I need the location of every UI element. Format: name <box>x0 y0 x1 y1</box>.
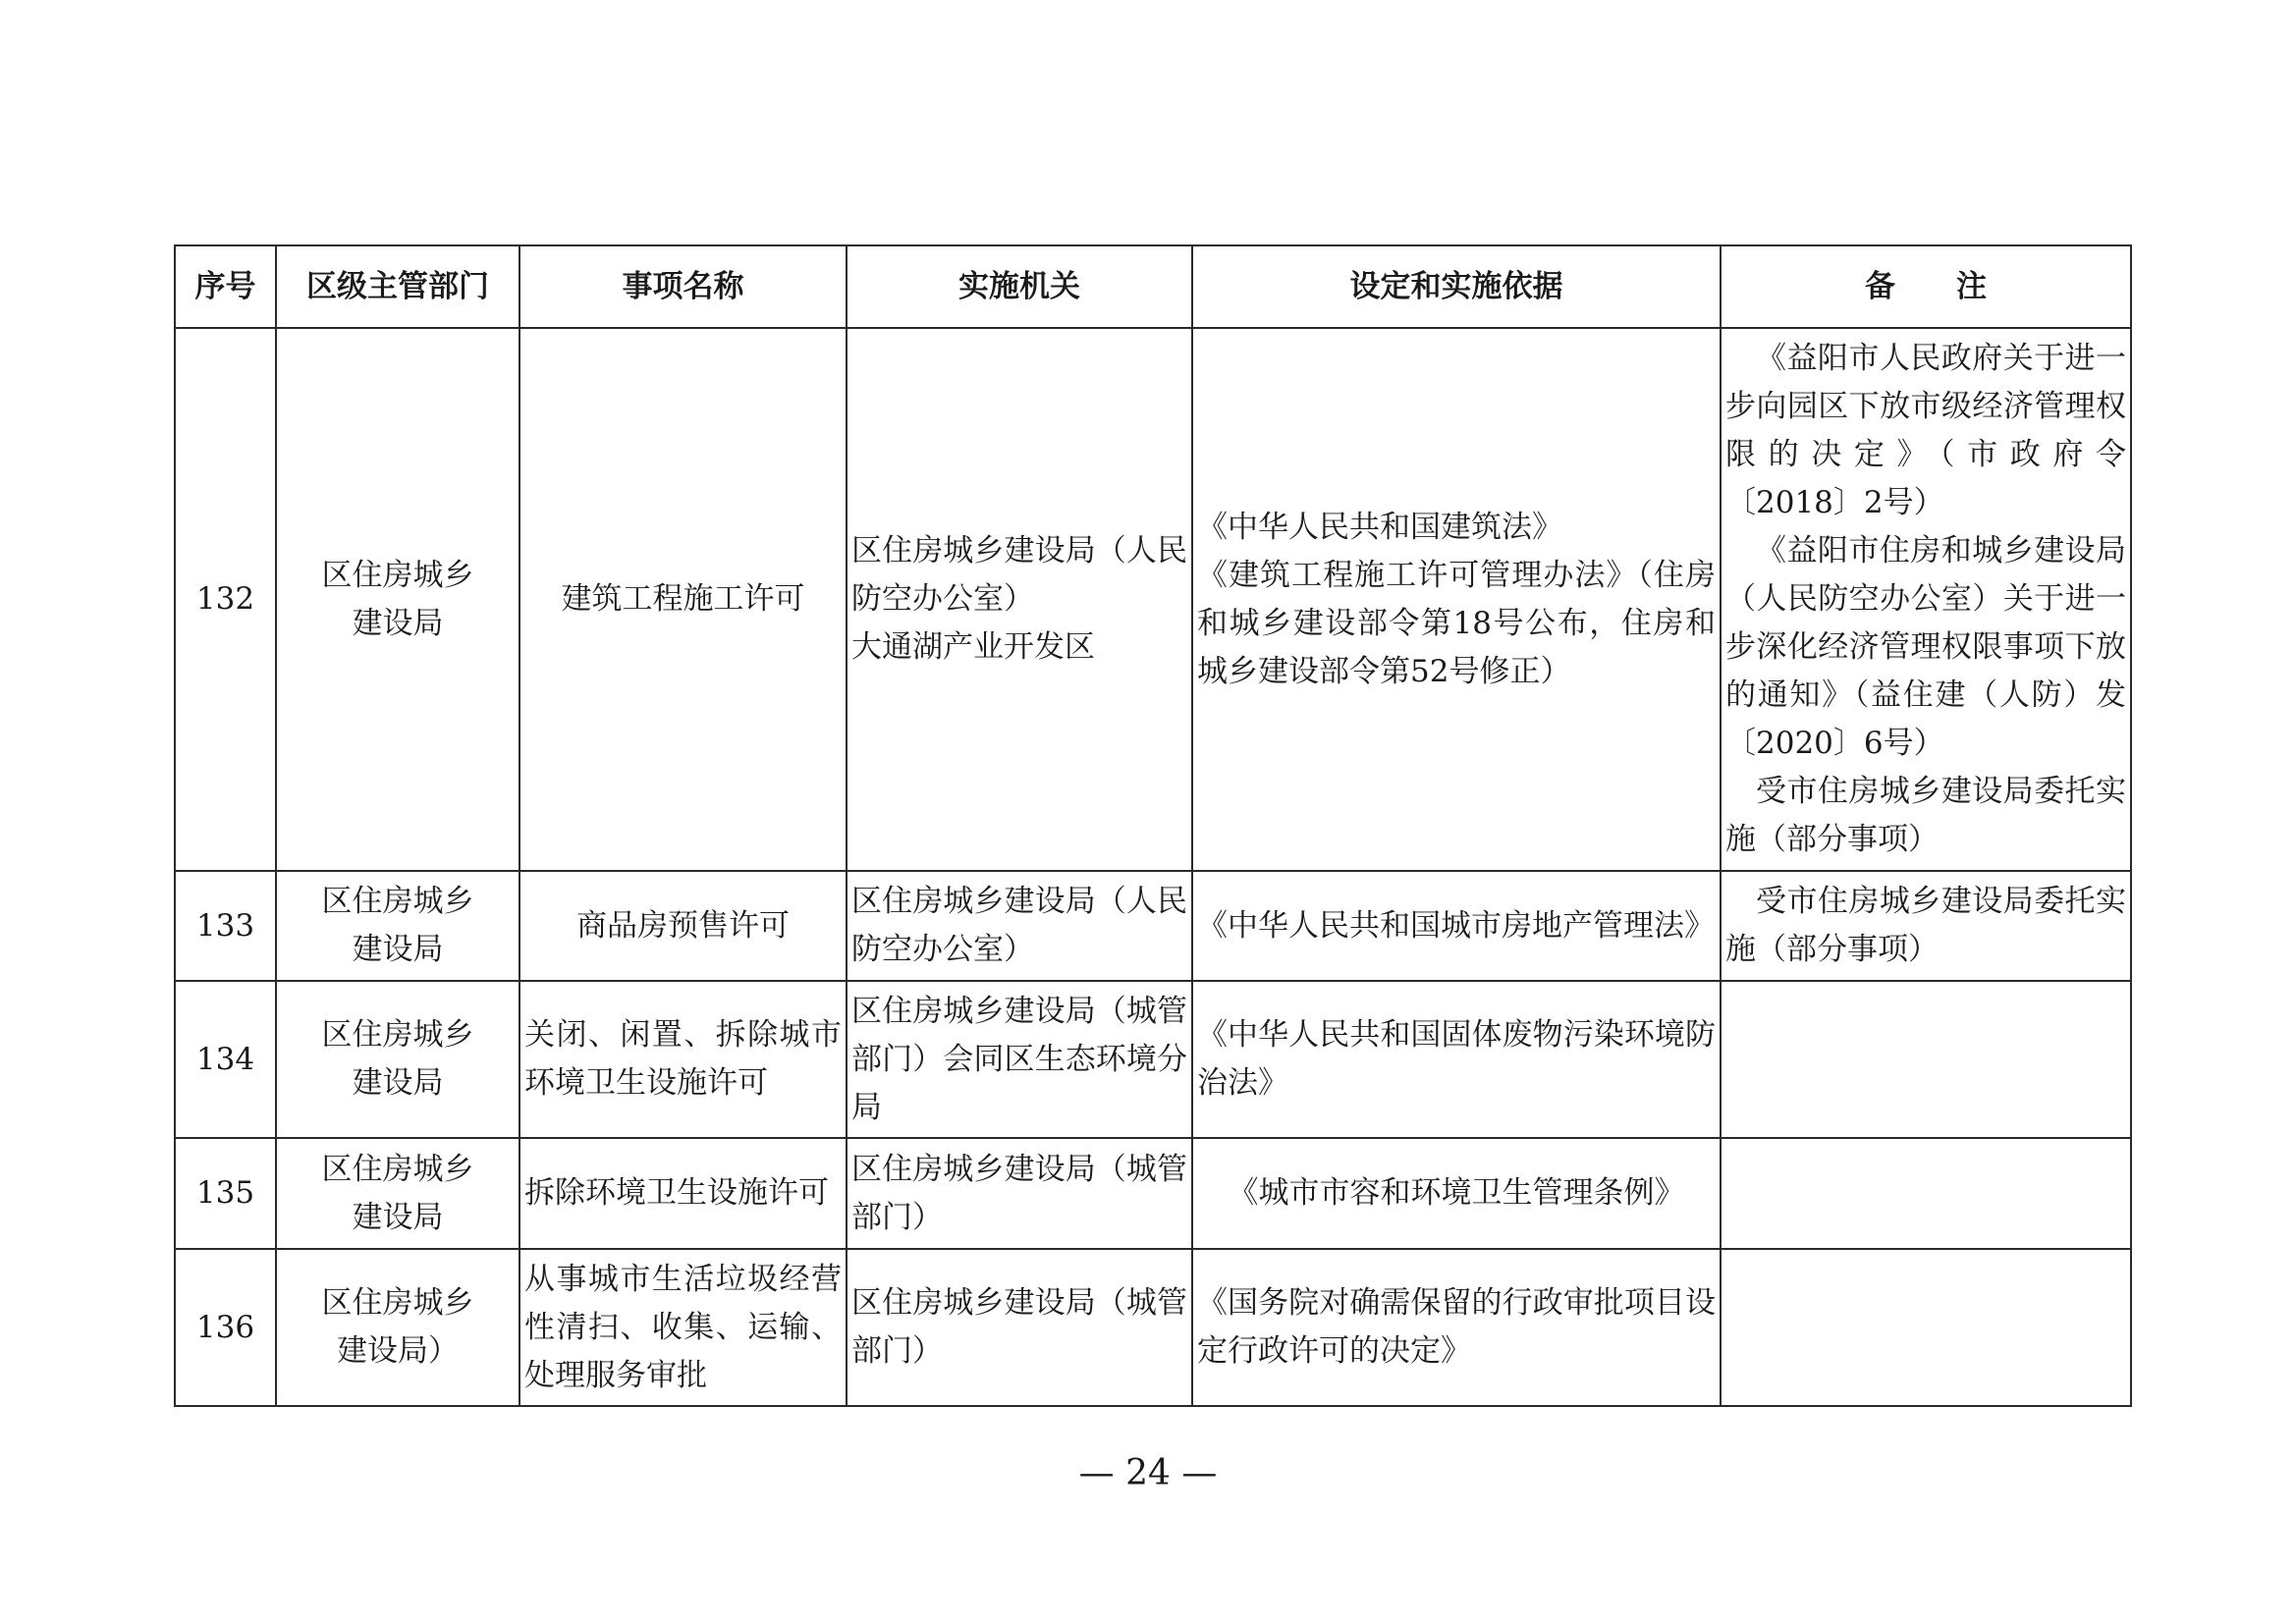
row-basis <box>1192 328 1721 871</box>
remark-paragraph: 受市住房城乡建设局委托实施（部分事项） <box>1725 774 2126 857</box>
row-basis <box>1192 981 1721 1138</box>
row-item <box>519 328 847 871</box>
row-basis-text: 《城市市容和环境卫生管理条例》 <box>1228 1175 1685 1211</box>
row-basis <box>1192 1138 1721 1249</box>
row-dept-text: 区住房城乡 建设局 <box>321 557 474 641</box>
row-dept <box>276 1249 519 1406</box>
row-agency-text: 区住房城乡建设局（人民防空办公室） <box>851 884 1187 967</box>
row-remark-empty <box>1721 981 2131 1138</box>
row-dept-text: 区住房城乡 建设局 <box>321 884 474 967</box>
row-dept <box>276 981 519 1138</box>
row-item <box>519 981 847 1138</box>
remark-paragraph: 受市住房城乡建设局委托实施（部分事项） <box>1725 884 2126 967</box>
header-basis: 设定和实施依据 <box>1192 245 1721 328</box>
row-agency-text: 区住房城乡建设局（城管部门） <box>851 1151 1187 1235</box>
row-agency <box>847 328 1192 871</box>
table-row <box>175 1249 2131 1406</box>
row-item-text: 从事城市生活垃圾经营性清扫、收集、运输、处理服务审批 <box>524 1261 842 1393</box>
row-seq: 132 <box>175 328 276 871</box>
row-item-text: 商品房预售许可 <box>576 907 790 944</box>
page-number: — 24 — <box>1078 1453 1218 1493</box>
header-seq: 序号 <box>175 245 276 328</box>
row-seq: 135 <box>175 1138 276 1249</box>
row-dept-text: 区住房城乡 建设局） <box>321 1285 474 1369</box>
row-agency <box>847 981 1192 1138</box>
row-remark-empty <box>1721 1249 2131 1406</box>
row-agency-text: 区住房城乡建设局（城管部门） <box>851 1285 1187 1369</box>
row-seq: 133 <box>175 871 276 981</box>
row-dept-text: 区住房城乡 建设局 <box>321 1151 474 1235</box>
row-remark <box>1721 328 2131 871</box>
header-remark: 备 注 <box>1721 245 2131 328</box>
remark-paragraph: 《益阳市住房和城乡建设局（人民防空办公室）关于进一步深化经济管理权限事项下放的通知》（益住建（人防）发〔2020〕6号） <box>1725 533 2126 761</box>
table-row <box>175 871 2131 981</box>
row-basis-text: 《中华人民共和国建筑法》 《建筑工程施工许可管理办法》（住房和城乡建设部令第18号公布，住房和城乡建设部令第52号修正） <box>1197 509 1716 689</box>
row-basis-text: 《国务院对确需保留的行政审批项目设定行政许可的决定》 <box>1197 1285 1716 1369</box>
row-seq: 134 <box>175 981 276 1138</box>
table-row <box>175 981 2131 1138</box>
row-item <box>519 1138 847 1249</box>
approval-items-table <box>174 244 2132 1407</box>
row-remark-empty <box>1721 1138 2131 1249</box>
row-item <box>519 1249 847 1406</box>
row-basis <box>1192 1249 1721 1406</box>
remark-paragraph: 《益阳市人民政府关于进一步向园区下放市级经济管理权限的决定》（市政府令〔2018〕2号） <box>1725 341 2126 520</box>
header-agency: 实施机关 <box>847 245 1192 328</box>
row-dept-text: 区住房城乡 建设局 <box>321 1017 474 1101</box>
row-dept <box>276 328 519 871</box>
row-agency <box>847 871 1192 981</box>
table-row <box>175 1138 2131 1249</box>
row-item-text: 拆除环境卫生设施许可 <box>524 1175 829 1211</box>
row-item-text: 关闭、闲置、拆除城市环境卫生设施许可 <box>524 1017 842 1101</box>
row-seq: 136 <box>175 1249 276 1406</box>
row-agency-text: 区住房城乡建设局（城管部门）会同区生态环境分局 <box>851 993 1187 1125</box>
table-row <box>175 328 2131 871</box>
row-agency-text: 区住房城乡建设局（人民防空办公室） 大通湖产业开发区 <box>851 533 1187 665</box>
row-basis-text: 《中华人民共和国城市房地产管理法》 <box>1197 907 1715 944</box>
row-remark <box>1721 871 2131 981</box>
header-item: 事项名称 <box>519 245 847 328</box>
row-item <box>519 871 847 981</box>
row-agency <box>847 1249 1192 1406</box>
table-header-row <box>175 245 2131 328</box>
row-agency <box>847 1138 1192 1249</box>
row-dept <box>276 1138 519 1249</box>
row-dept <box>276 871 519 981</box>
row-item-text: 建筑工程施工许可 <box>561 581 805 617</box>
row-basis-text: 《中华人民共和国固体废物污染环境防治法》 <box>1197 1017 1716 1101</box>
row-basis <box>1192 871 1721 981</box>
header-dept: 区级主管部门 <box>276 245 519 328</box>
